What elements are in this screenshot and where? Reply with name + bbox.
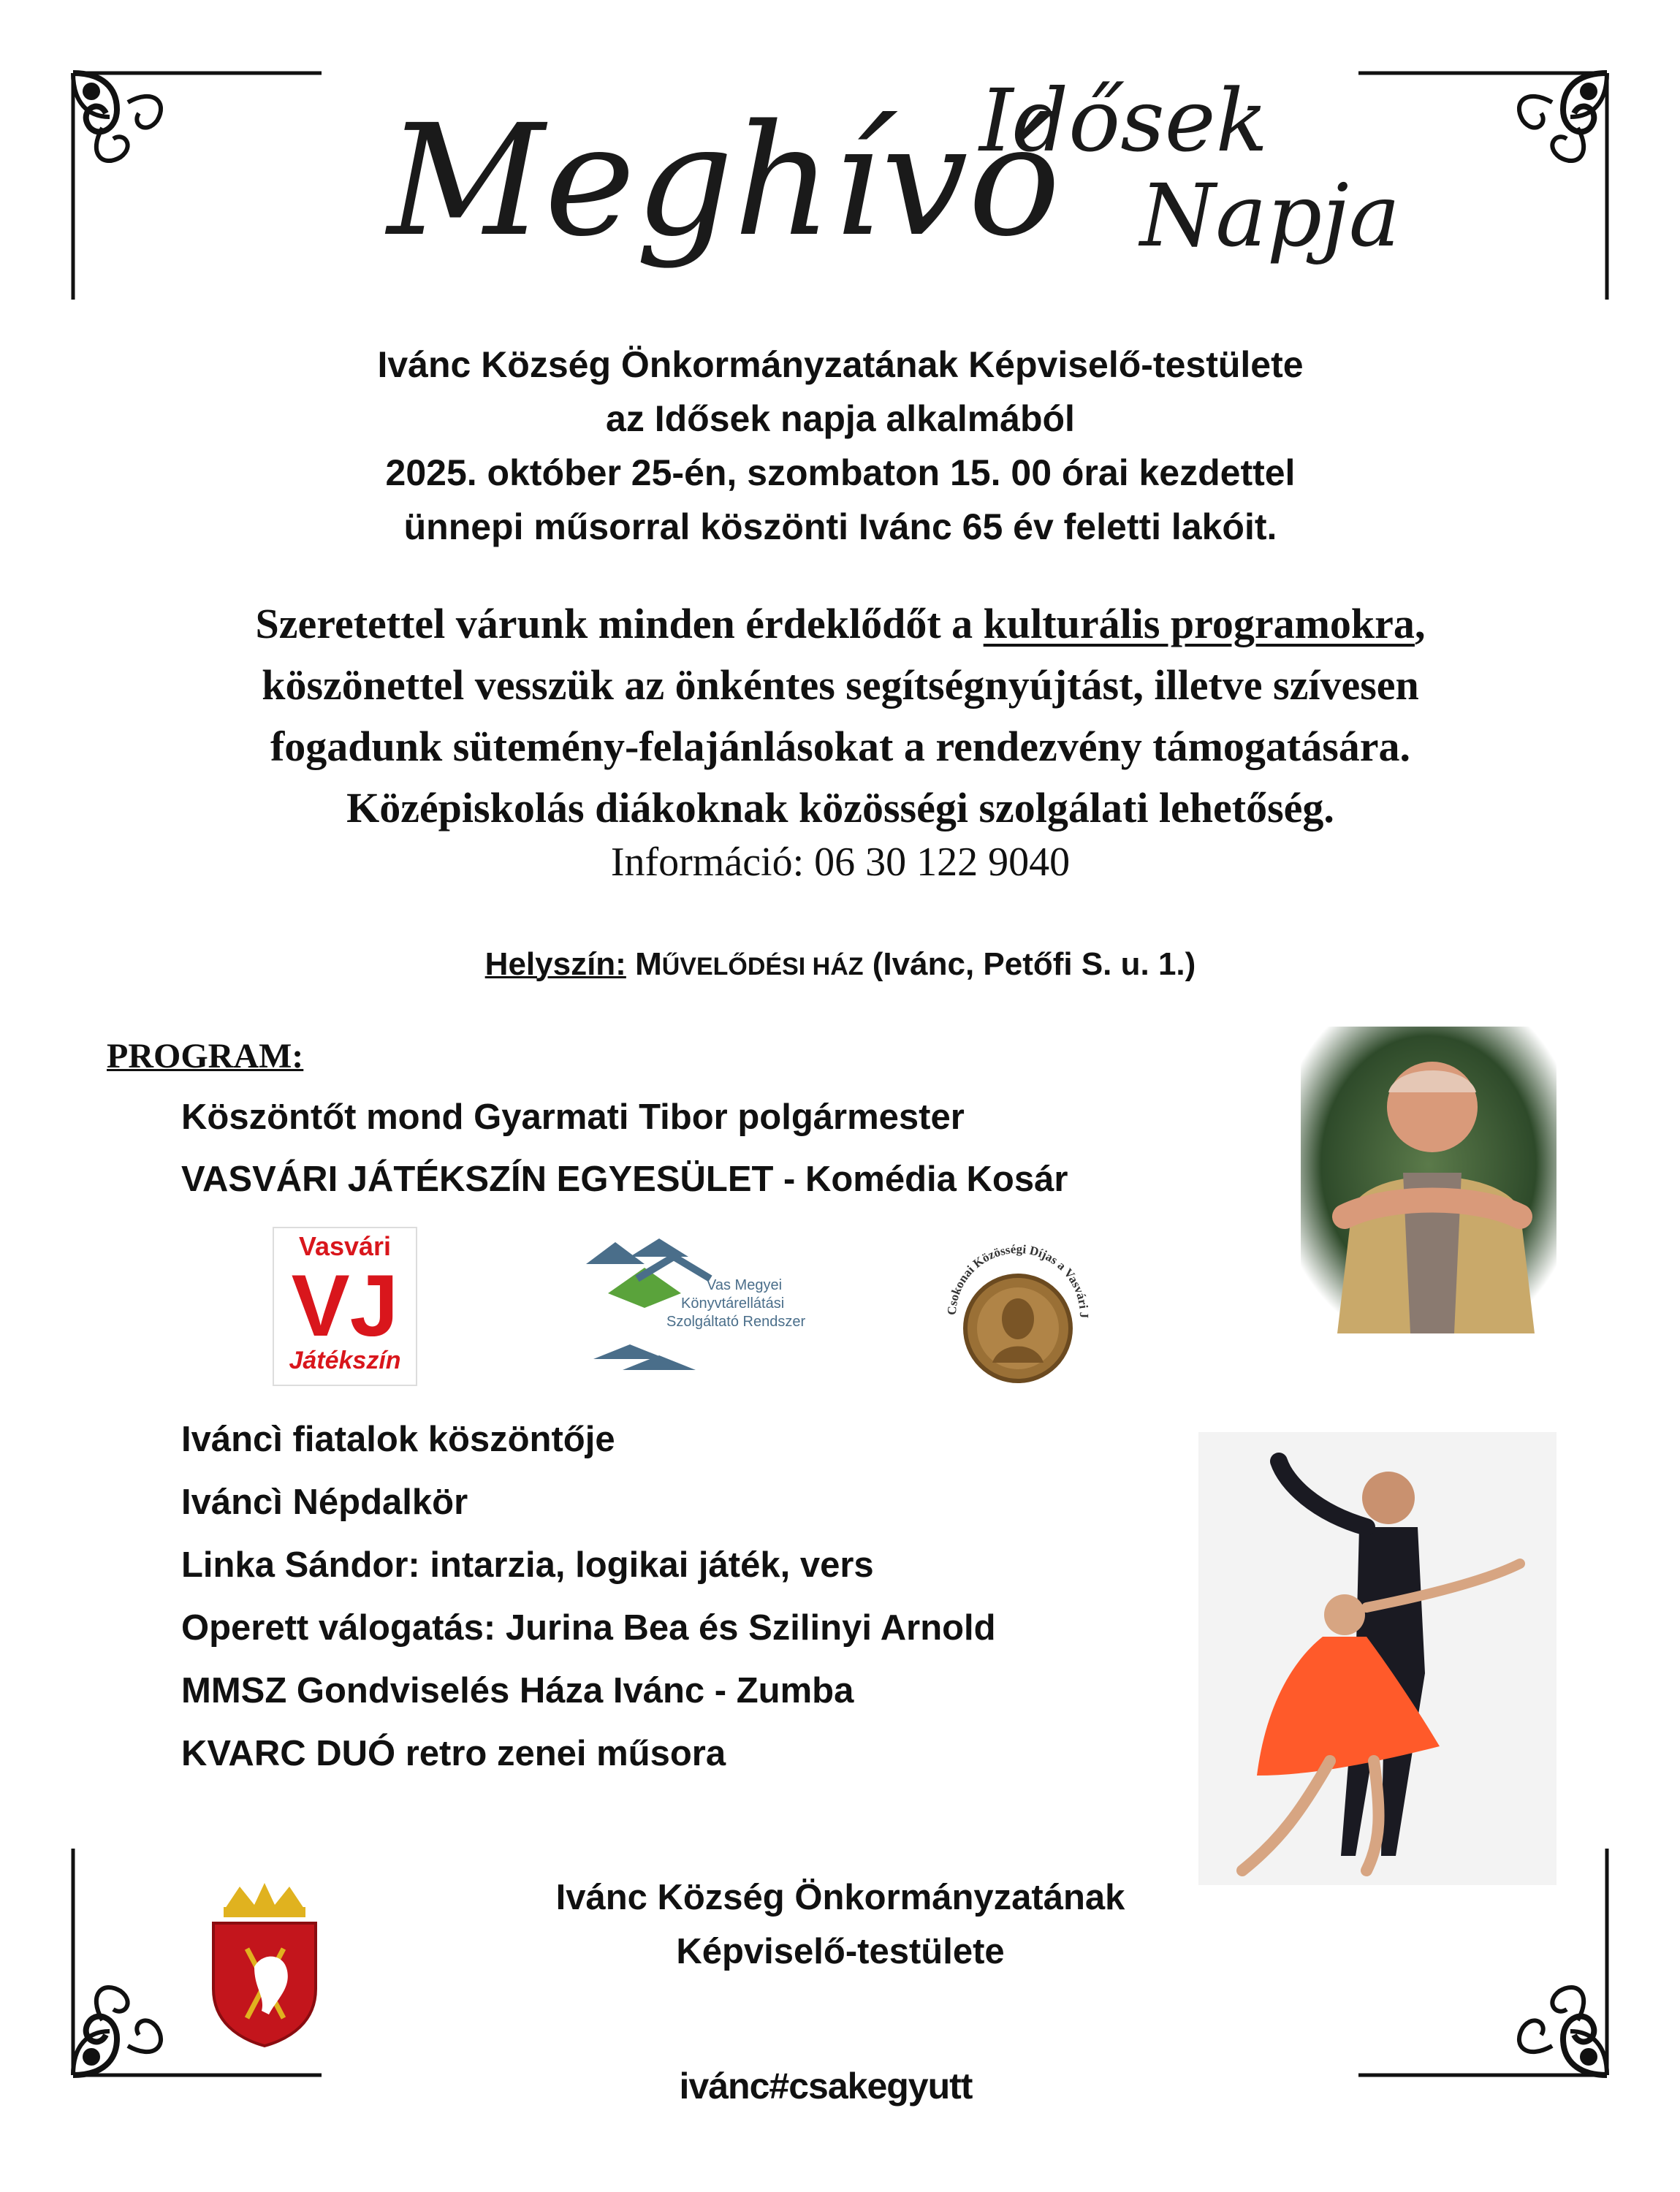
title-meghivo-text: Meghívó <box>387 91 1061 270</box>
intro-line: ünnepi műsorral köszönti Ivánc 65 év feletti lakóit. <box>403 506 1277 547</box>
ivanc-coat-of-arms <box>203 1879 326 2047</box>
invite-line <box>95 593 1586 655</box>
invite-block <box>95 593 1586 839</box>
intro-line: az Idősek napja alkalmából <box>606 398 1075 439</box>
vas-line3: Szolgáltató Rendszer <box>666 1314 806 1330</box>
hashtag: ivánc#csakegyutt <box>679 2066 973 2107</box>
cultural-programs-link: kulturális programokra <box>983 600 1415 647</box>
program-item: Köszöntőt mond Gyarmati Tibor polgármester <box>181 1097 965 1137</box>
vj-top-text: Vasvári <box>298 1231 392 1261</box>
program-item: Operett válogatás: Jurina Bea és Szilinyi Arnold <box>181 1608 996 1648</box>
program-item: Iváncì Népdalkör <box>181 1483 468 1522</box>
vj-mark: VJ <box>291 1257 399 1355</box>
footer-signature <box>409 1871 1272 1979</box>
program-item: Linka Sándor: intarzia, logikai játék, vers <box>181 1545 874 1585</box>
invite-text: Szeretettel várunk minden érdeklődőt a <box>255 600 984 647</box>
location-line <box>146 943 1535 989</box>
title-napja: Napja <box>1140 165 1401 266</box>
program-title: PROGRAM: <box>107 1037 304 1076</box>
location-venue-m: M <box>635 946 662 982</box>
vj-bottom-text: Játékszín <box>289 1347 401 1374</box>
corner-ornament-top-left <box>58 58 322 300</box>
vasvari-jatekszin-logo <box>272 1226 418 1387</box>
location-address: (Ivánc, Petőfi S. u. 1.) <box>863 946 1196 982</box>
info-phone: Információ: 06 30 122 9040 <box>610 840 1071 885</box>
invite-line: fogadunk sütemény-felajánlásokat a rendezvény támogatására. <box>270 723 1411 770</box>
vas-megyei-konyvtar-logo <box>579 1235 820 1381</box>
csokonai-medal-logo <box>934 1228 1102 1388</box>
program-item: MMSZ Gondviselés Háza Ivánc - Zumba <box>181 1671 854 1710</box>
medal-text: Csokonai Közösségi Díjas a Vasvári J <box>944 1241 1092 1319</box>
title-idosek: Idősek <box>979 70 1269 171</box>
vas-line1: Vas Megyei <box>707 1277 783 1293</box>
program-item: KVARC DUÓ retro zenei műsora <box>181 1734 726 1773</box>
title-meghivo <box>380 88 1061 285</box>
program-item: VASVÁRI JÁTÉKSZÍN EGYESÜLET - Komédia Kosár <box>181 1160 1068 1199</box>
invite-line: Középiskolás diákoknak közösségi szolgálati lehetőség. <box>346 784 1334 831</box>
dancers-photo <box>1198 1432 1557 1885</box>
actor-photo <box>1301 1027 1557 1333</box>
vas-line2: Könyvtárellátási <box>681 1295 785 1312</box>
footer-line: Képviselő-testülete <box>676 1932 1005 1971</box>
invite-text: , <box>1414 600 1426 647</box>
intro-date-line: 2025. október 25-én, szombaton 15. 00 órai kezdettel <box>385 452 1296 493</box>
invite-line: köszönettel vesszük az önkéntes segítségnyújtást, illetve szívesen <box>262 661 1419 709</box>
intro-block <box>146 338 1535 554</box>
footer-line: Ivánc Község Önkormányzatának <box>555 1878 1125 1917</box>
intro-line: Ivánc Község Önkormányzatának Képviselő-testülete <box>377 344 1304 385</box>
program-item: Iváncì fiatalok köszöntője <box>181 1420 615 1459</box>
location-label: Helyszín: <box>484 946 626 982</box>
location-venue: ŰVELŐDÉSI HÁZ <box>661 953 864 981</box>
